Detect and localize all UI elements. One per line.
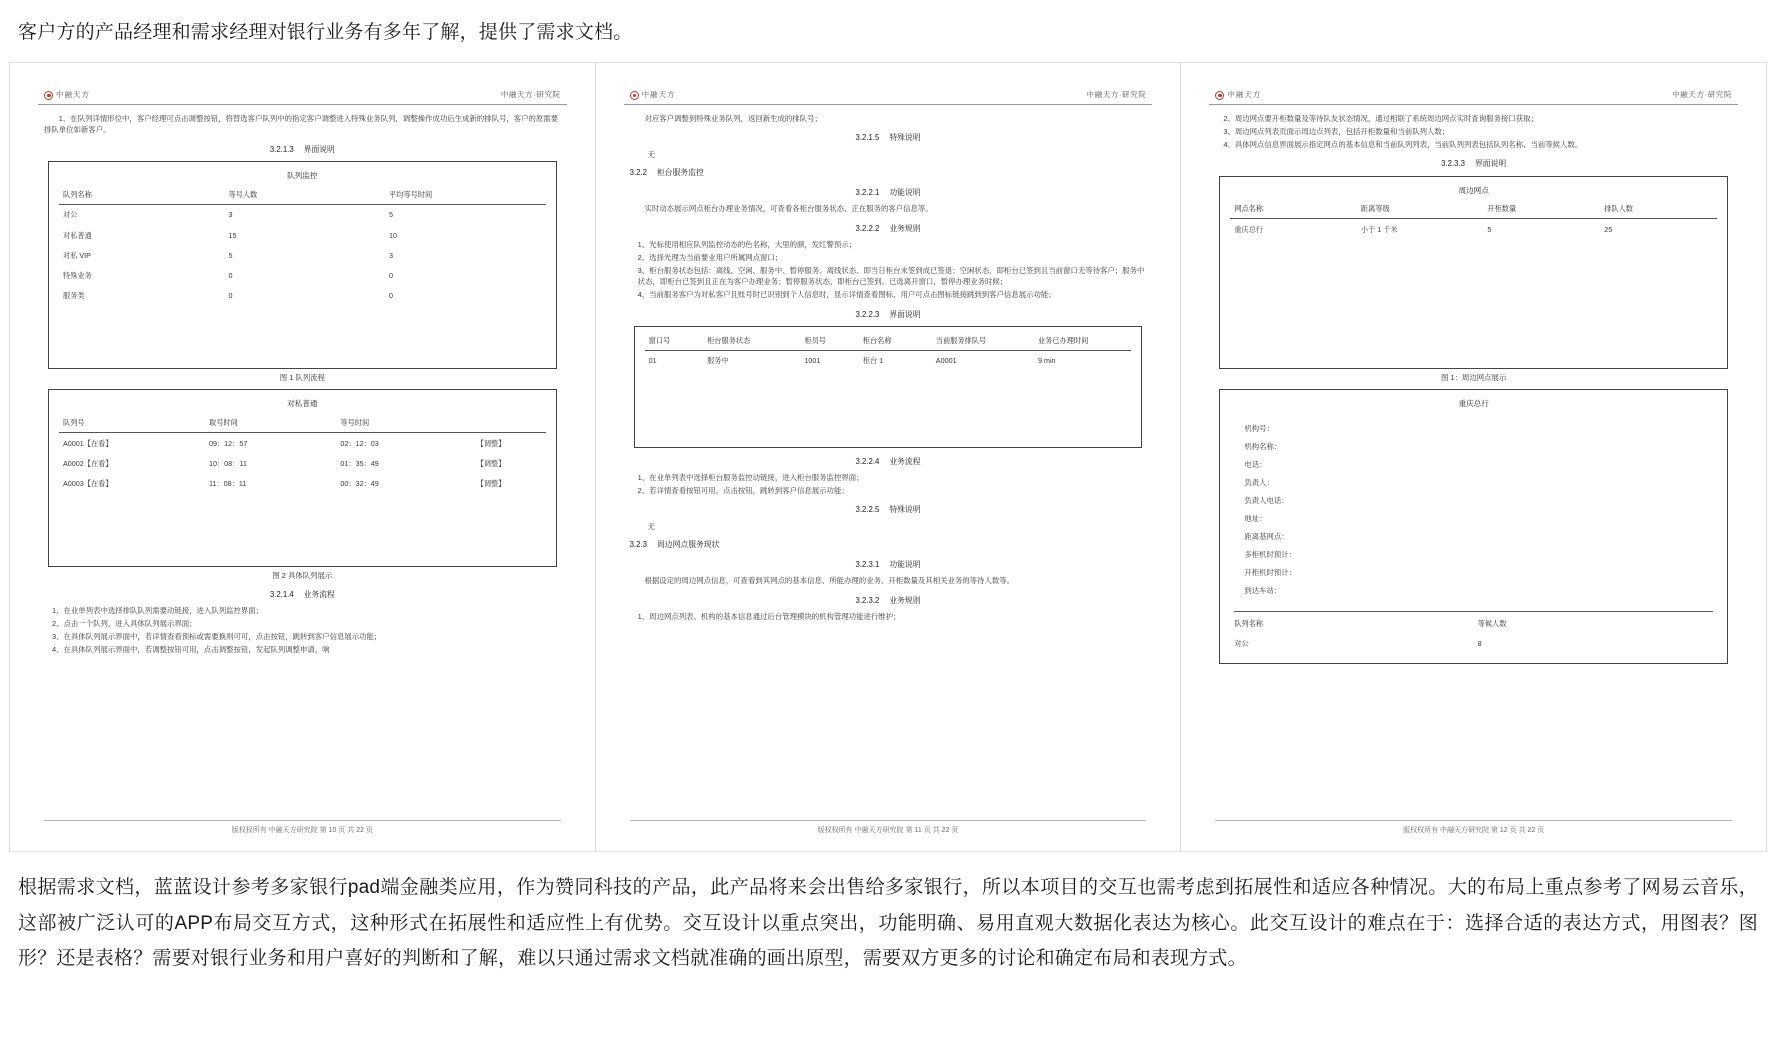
- heading-text: 功能说明: [889, 188, 921, 198]
- heading-text: 周边网点服务现状: [657, 540, 720, 550]
- document-thumbnail-strip: [9, 62, 1767, 852]
- document-sheet-page-10[interactable]: [10, 62, 596, 852]
- circle-logo-icon: [630, 91, 639, 100]
- heading-text: 业务流程: [889, 456, 921, 466]
- figure-caption: 图 1：周边网点展示: [1441, 372, 1507, 382]
- table-row: [59, 245, 546, 265]
- table-queue-monitor: [48, 161, 557, 369]
- brand-logo: [630, 89, 676, 101]
- column-header: 当前服务排队号: [932, 333, 1034, 351]
- section-heading: [624, 223, 1153, 235]
- table-title: 重庆总行: [1458, 399, 1489, 409]
- field-label: 到达车站：: [1244, 586, 1282, 596]
- document-sheet-page-11[interactable]: [596, 62, 1182, 852]
- section-heading: [624, 167, 1153, 179]
- none-marker: 无: [647, 521, 656, 531]
- branch-field-list: [1230, 415, 1717, 605]
- heading-text: 特殊说明: [889, 133, 921, 143]
- field-label: 机构名称：: [1244, 442, 1282, 452]
- field-label: 开柜机时预计：: [1244, 568, 1297, 578]
- table-row: [1230, 219, 1717, 240]
- section-heading: [38, 144, 567, 156]
- section-heading: [624, 504, 1153, 516]
- cell: 柜台 1: [862, 356, 884, 366]
- column-header: 等候人数: [1477, 619, 1507, 628]
- table-row: [59, 433, 546, 454]
- page-footer: 版权权所有 中融天方研究院 第 12 页 共 22 页: [1215, 820, 1732, 835]
- table-row: [59, 204, 546, 225]
- brand-logo-text: 中融天方: [1227, 90, 1262, 100]
- column-header: 队列名称: [59, 187, 224, 205]
- rules-list: [1209, 113, 1738, 150]
- cell: 对公: [63, 210, 78, 220]
- list-item: 4、在具体队列展示界面中，若调整按钮可用，点击调整按钮，发起队列调整申请，响: [52, 645, 330, 655]
- heading-text: 界面说明: [303, 144, 335, 154]
- heading-text: 界面说明: [1475, 159, 1507, 169]
- paragraph: 对应客户调整到特殊业务队列，返回新生成的排队号；: [644, 114, 822, 124]
- column-header: 队列名称: [1234, 619, 1264, 628]
- list-item: 3、周边网点列表页面示周边点列表，包括开柜数量和当前队列人数；: [1223, 126, 1450, 136]
- figure-caption: 图 1 队列流程: [279, 372, 325, 382]
- heading-number: 3.2.3.1: [855, 560, 880, 570]
- table-header-row: [59, 187, 546, 205]
- brand-logo-text: 中融天方: [641, 90, 676, 100]
- field-label: 电话：: [1244, 460, 1267, 470]
- table-header-row: [59, 415, 546, 433]
- cell: 0: [228, 291, 233, 301]
- column-header: 开柜数量: [1483, 201, 1600, 219]
- paragraph: 1、在队列详情形位中，客户经理可点击调整按钮，将替选客户队列中的指定客户调整进入特殊业务队列，调整操作成功后生成新的排队号，客户的原需要排队单位如新客户。: [44, 114, 559, 135]
- adjust-link[interactable]: 【调整】: [476, 478, 506, 488]
- cell: A0002【在看】: [63, 458, 113, 468]
- column-header: 业务已办理时间: [1034, 333, 1131, 351]
- list-item: 4、当前服务客户为对私客户且账号时已识别到个人信息时，显示详情查看图标，用户可点击图标链接跳到到客户信息展示功能；: [637, 290, 1056, 300]
- divider: [1234, 611, 1713, 612]
- sheet-header: [38, 89, 567, 105]
- table-title: 周边网点: [1458, 185, 1489, 195]
- section-heading: [624, 187, 1153, 199]
- heading-number: 3.2.3: [629, 540, 648, 550]
- table-private-normal: [48, 389, 557, 566]
- table-header-row: [645, 333, 1132, 351]
- page-footer: 版权权所有 中融天方研究院 第 10 页 共 22 页: [44, 820, 561, 835]
- field-label: 地址：: [1244, 514, 1267, 524]
- list-item: 2、选择光理为当前要业用户所属网点窗口；: [637, 252, 783, 262]
- cell: 1001: [804, 356, 821, 366]
- section-heading: [624, 309, 1153, 321]
- column-header: 柜台名称: [859, 333, 932, 351]
- cell: A0003【在看】: [63, 478, 113, 488]
- header-right-text: 中融天方·研究院: [1086, 90, 1147, 100]
- list-item: 1、在业单列表中选择柜台服务监控动链接，进入柜台服务监控界面；: [637, 473, 864, 483]
- heading-text: 柜台服务监控: [657, 168, 704, 178]
- adjust-link[interactable]: 【调整】: [476, 458, 506, 468]
- cell: 10: [389, 230, 398, 240]
- field-label: 多柜机时预计：: [1244, 550, 1297, 560]
- section-heading: [624, 456, 1153, 468]
- heading-text: 特殊说明: [889, 505, 921, 515]
- heading-number: 3.2.2.5: [855, 505, 880, 515]
- cell: 09：12：57: [209, 438, 248, 448]
- section-heading: [624, 539, 1153, 551]
- heading-text: 业务规则: [889, 595, 921, 605]
- steps-list: [624, 472, 1153, 496]
- heading-number: 3.2.2: [629, 168, 648, 178]
- intro-paragraph: 客户方的产品经理和需求经理对银行业务有多年了解，提供了需求文档。: [18, 22, 633, 43]
- none-marker: 无: [647, 149, 656, 159]
- table-row: [1230, 633, 1717, 653]
- document-sheet-page-12[interactable]: [1181, 62, 1767, 852]
- heading-number: 3.2.1.3: [269, 144, 294, 154]
- column-header: 取号时间: [205, 415, 336, 433]
- cell: 3: [389, 250, 394, 260]
- column-header: 等号人数: [224, 187, 385, 205]
- cell: 小于 1 千米: [1360, 224, 1398, 234]
- cell: 0: [389, 270, 394, 280]
- cell: 5: [389, 210, 394, 220]
- column-header: 距离等级: [1357, 201, 1484, 219]
- cell: 15: [228, 230, 237, 240]
- sheet-header: [624, 89, 1153, 105]
- column-header: 队列号: [59, 415, 205, 433]
- table-row: [59, 473, 546, 493]
- section-heading: [38, 589, 567, 601]
- list-item: 3、柜台服务状态包括：离线、空闲、服务中、暂停服务、离线状态、即当日柜台未签到成已签退；空闲状态，即柜台已签到且当前窗口无等待客户；服务中状态，即柜台已签到且正在为客户办理业务；暂停服务状态，即柜台已签到、已选离开窗口，暂停办理业务时候；: [637, 265, 1145, 287]
- circle-logo-icon: [1215, 91, 1224, 100]
- list-item: 3、在具体队列展示界面中，若详情查看预标或需要换则可可，点击按钮，跳转到客户信息展示功能；: [52, 632, 382, 642]
- section-heading: [624, 132, 1153, 144]
- field-label: 距离基网点：: [1244, 532, 1289, 542]
- field-label: 负责人：: [1244, 478, 1274, 488]
- rules-list: [624, 611, 1153, 622]
- list-item: 2、点击一个队列，进入具体队列展示界面；: [52, 619, 197, 629]
- heading-text: 功能说明: [889, 560, 921, 570]
- brand-logo: [44, 89, 90, 101]
- table-row: [59, 225, 546, 245]
- table-counter-service: [634, 326, 1143, 448]
- column-header: 网点名称: [1230, 201, 1357, 219]
- heading-number: 3.2.2.4: [855, 456, 880, 466]
- column-header: 柜台服务状态: [703, 333, 800, 351]
- list-item: 1、在业单列表中选择排队队列需要动链接，进入队列监控界面；: [52, 606, 264, 616]
- column-header: 等号时间: [336, 415, 472, 433]
- heading-number: 3.2.2.2: [855, 223, 880, 233]
- heading-text: 业务流程: [303, 590, 335, 600]
- paragraph: 根据设定的周边网点信息，可查看到其网点的基本信息、所能办理的业务、开柜数量及其相关业务的等待人数等。: [644, 576, 1015, 586]
- field-label: 机构号：: [1244, 424, 1274, 434]
- sheet-header: [1209, 89, 1738, 105]
- cell: 对公: [1234, 638, 1249, 648]
- cell: 02：12：03: [340, 438, 379, 448]
- section-heading: [624, 595, 1153, 607]
- cell: 5: [1487, 224, 1492, 234]
- cell: 8: [1477, 638, 1482, 648]
- table-branch-detail: [1219, 389, 1728, 664]
- table-row: [59, 453, 546, 473]
- heading-number: 3.2.2.3: [855, 309, 880, 319]
- cell: 11：08：11: [209, 478, 247, 488]
- table-row: [645, 350, 1132, 371]
- table-header-row: [1230, 201, 1717, 219]
- cell: 0: [228, 270, 233, 280]
- brand-logo-text: 中融天方: [56, 90, 90, 100]
- table-row: [59, 286, 546, 306]
- list-item: 2、若详情查看按钮可用，点击按钮，跳转到客户信息展示功能；: [637, 486, 849, 496]
- field-label: 负责人电话：: [1244, 496, 1289, 506]
- table-row: [59, 265, 546, 285]
- cell: 对私 VIP: [63, 250, 91, 260]
- cell: 服务中: [707, 356, 729, 366]
- cell: 服务类: [63, 291, 85, 301]
- table-title: 对私普通: [287, 399, 318, 409]
- column-header: [473, 415, 546, 433]
- rules-list: [624, 239, 1153, 301]
- cell: 00：32：49: [340, 478, 379, 488]
- table-title: 队列监控: [287, 171, 318, 181]
- paragraph: 实时动态展示网点柜台办理业务情况，可查看各柜台服务状态、正在服务的客户信息等。: [644, 204, 933, 214]
- cell: 3: [228, 210, 233, 220]
- cell: 5: [228, 250, 233, 260]
- header-right-text: 中融天方·研究院: [1672, 90, 1733, 100]
- cell: 9 min: [1037, 356, 1056, 366]
- heading-number: 3.2.2.1: [855, 188, 880, 198]
- page-footer: 版权权所有 中融天方研究院 第 11 页 共 22 页: [630, 820, 1147, 835]
- list-item: 1、周边网点列表、机构的基本信息通过后台管理模块的机构管理功能进行维护；: [637, 611, 901, 621]
- table-nearby-branches: [1219, 176, 1728, 369]
- heading-text: 界面说明: [889, 309, 921, 319]
- section-heading: [624, 559, 1153, 571]
- cell: 重庆总行: [1234, 224, 1264, 234]
- column-header: 窗口号: [645, 333, 703, 351]
- list-item: 4、具体网点信息界面展示指定网点的基本信息和当前队列列表，当前队列列表包括队列名称、当前等候人数。: [1223, 139, 1583, 149]
- brand-logo: [1215, 89, 1261, 101]
- cell: 25: [1604, 224, 1613, 234]
- column-header: 柜员号: [800, 333, 858, 351]
- heading-number: 3.2.1.5: [855, 133, 880, 143]
- circle-logo-icon: [44, 91, 53, 100]
- heading-number: 3.2.1.4: [269, 590, 294, 600]
- section-heading: [1209, 158, 1738, 170]
- table-header-row: [1230, 616, 1717, 633]
- header-right-text: 中融天方·研究院: [500, 90, 561, 100]
- cell: 对私普通: [63, 230, 92, 240]
- column-header: 排队人数: [1600, 201, 1717, 219]
- cell: 01: [648, 356, 657, 366]
- cell: A0001【在看】: [63, 438, 113, 448]
- steps-list: [38, 605, 567, 655]
- heading-number: 3.2.3.3: [1441, 159, 1465, 169]
- cell: 特殊业务: [63, 270, 92, 280]
- adjust-link[interactable]: 【调整】: [476, 438, 506, 448]
- figure-caption: 图 2 具体队列展示: [272, 570, 333, 580]
- cell: 10：08：11: [209, 458, 247, 468]
- cell: 0: [389, 291, 394, 301]
- list-item: 2、周边网点要开柜数量及等待队友状态情况，通过相联了系统周边网点实时查询服务接口获取；: [1223, 114, 1538, 124]
- column-header: 平均等号时间: [385, 187, 546, 205]
- cell: A0001: [935, 356, 957, 366]
- cell: 01：35：49: [340, 458, 379, 468]
- list-item: 1、光标使用相应队列监控动态的色名称，大里的颜，发红警预示；: [637, 239, 857, 249]
- heading-number: 3.2.3.2: [855, 595, 880, 605]
- heading-text: 业务规则: [889, 223, 921, 233]
- closing-paragraph: 根据需求文档，蓝蓝设计参考多家银行pad端金融类应用，作为赞同科技的产品，此产品将来会出售给多家银行，所以本项目的交互也需考虑到拓展性和适应各种情况。大的布局上重点参考了网易云音乐，这部被广泛认可的APP布局交互方式，这种形式在拓展性和适应性上有优势。交互设计以重点突出，功能明确、易用直观大数据化表达为核心。此交互设计的难点在于：选择合适的表达方式，用图表？图形？还是表格？需要对银行业务和用户喜好的判断和了解，难以只通过需求文档就准确的画出原型，需要双方更多的讨论和确定布局和表现方式。: [18, 877, 1758, 969]
